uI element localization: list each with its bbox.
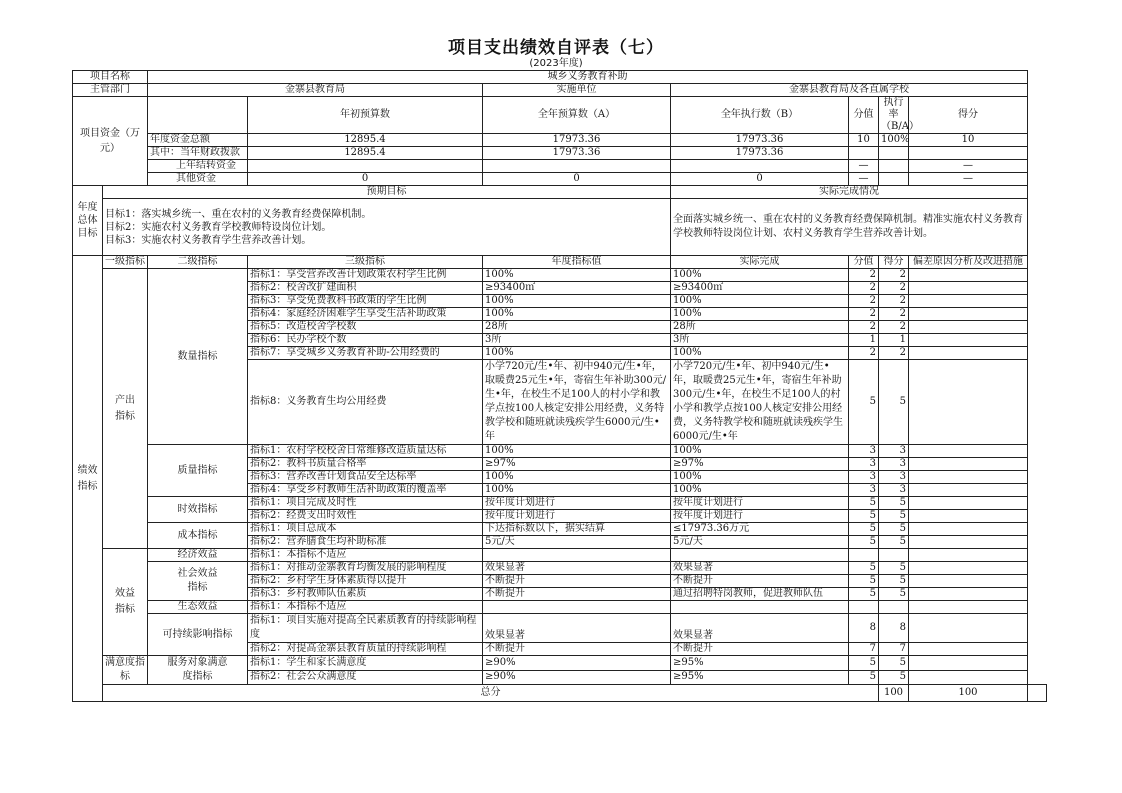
funds-row: [73, 173, 1047, 186]
actual-cell: ≥93400㎡: [671, 282, 849, 295]
actual-cell: ≥95%: [671, 656, 849, 671]
score-cell: 5: [879, 575, 909, 588]
indicator-cell: 指标2：乡村学生身体素质得以提升: [248, 575, 483, 588]
score-cell: 2: [879, 321, 909, 334]
funds-annual: 17973.36: [483, 147, 671, 160]
goals-label: 年度总体目标: [73, 186, 103, 256]
indicator-cell: 指标8：义务教育生均公用经费: [248, 360, 483, 445]
target-cell: ≥90%: [483, 670, 671, 685]
table-row: [73, 614, 1047, 643]
score-value-cell: 2: [849, 321, 879, 334]
indicator-cell: 指标3：乡村教师队伍素质: [248, 588, 483, 601]
target-cell: 效果显著: [483, 562, 671, 575]
funds-annual: 17973.36: [483, 134, 671, 147]
score-value-cell: 3: [849, 484, 879, 497]
table-row: [73, 549, 1047, 562]
indicator-cell: 指标2：教科书质量合格率: [248, 458, 483, 471]
funds-score: [909, 147, 1028, 160]
score-value-cell: 5: [849, 670, 879, 685]
output-label: 产出指标: [103, 269, 148, 549]
funds-score: 10: [909, 134, 1028, 147]
funds-score: —: [909, 173, 1028, 186]
target-cell: 100%: [483, 347, 671, 360]
page-subtitle: (2023年度): [529, 58, 583, 69]
unit-label: 实施单位: [483, 84, 671, 97]
indicator-cell: 指标5：改造校舍学校数: [248, 321, 483, 334]
score-cell: 3: [879, 484, 909, 497]
header-score: 得分: [879, 256, 909, 269]
funds-score: —: [909, 160, 1028, 173]
funds-executed: 17973.36: [671, 147, 849, 160]
score-cell: 5: [879, 656, 909, 671]
header-level1: 一级指标: [103, 256, 148, 269]
header-level3: 三级指标: [248, 256, 483, 269]
target-cell: 3所: [483, 334, 671, 347]
goals-expected-header: 预期目标: [103, 186, 671, 199]
actual-cell: [671, 601, 849, 614]
score-value-cell: 2: [849, 347, 879, 360]
score-value-cell: 5: [849, 510, 879, 523]
funds-header-initial: 年初预算数: [248, 97, 483, 134]
group-sustainable: 可持续影响指标: [148, 614, 248, 656]
goal-item: 目标2：实施农村义务教育学校教师特设岗位计划。: [105, 221, 332, 233]
score-value-cell: 8: [849, 614, 879, 643]
header-target: 年度指标值: [483, 256, 671, 269]
funds-header-score: 得分: [909, 97, 1028, 134]
indicator-cell: 指标1：项目完成及时性: [248, 497, 483, 510]
target-cell: 100%: [483, 295, 671, 308]
goals-content-row: [73, 199, 1047, 256]
group-cost: 成本指标: [148, 523, 248, 549]
score-cell: 2: [879, 308, 909, 321]
target-cell: 100%: [483, 471, 671, 484]
target-cell: 5元/天: [483, 536, 671, 549]
group-quality: 质量指标: [148, 445, 248, 497]
unit-value: 金寨县教育局及各直属学校: [671, 84, 1028, 97]
satisfaction-label: 满意度指标: [103, 656, 148, 685]
score-value-cell: 3: [849, 445, 879, 458]
total-row: [73, 685, 1047, 702]
score-value-cell: 2: [849, 269, 879, 282]
target-cell: [483, 360, 671, 445]
benefit-label: 效益指标: [103, 549, 148, 656]
target-cell: 100%: [483, 484, 671, 497]
actual-cell: [671, 360, 849, 445]
indicator-cell: 指标2：校舍改扩建面积: [248, 282, 483, 295]
group-ecological: 生态效益: [148, 601, 248, 614]
target-cell: [483, 601, 671, 614]
performance-label: 绩效指标: [73, 256, 103, 702]
actual-cell: ≥97%: [671, 458, 849, 471]
funds-executed: [671, 160, 849, 173]
actual-cell: 3所: [671, 334, 849, 347]
goals-header-row: [73, 186, 1047, 199]
score-cell: 2: [879, 269, 909, 282]
score-cell: 5: [879, 562, 909, 575]
indicator-cell: 指标2：营养膳食生均补助标准: [248, 536, 483, 549]
project-name-value: 城乡义务教育补助: [148, 71, 1028, 84]
indicator-cell: 指标1：项目总成本: [248, 523, 483, 536]
project-name-row: [73, 71, 1047, 84]
score-cell: 8: [879, 614, 909, 643]
score-cell: 2: [879, 347, 909, 360]
target-cell: ≥90%: [483, 656, 671, 671]
funds-rate: 100%: [879, 134, 909, 147]
funds-header-score-value: 分值: [849, 97, 879, 134]
score-value-cell: 2: [849, 308, 879, 321]
score-cell: 2: [879, 282, 909, 295]
score-cell: 3: [879, 458, 909, 471]
score-value-cell: [849, 601, 879, 614]
page-title: 项目支出绩效自评表（七）: [448, 38, 664, 58]
funds-rate: [879, 173, 909, 186]
target-cell: 不断提升: [483, 588, 671, 601]
actual-cell: 100%: [671, 308, 849, 321]
actual-cell: 按年度计划进行: [671, 510, 849, 523]
score-cell: 1: [879, 334, 909, 347]
indicator-text: 指标1：项目实施对提高全民素质教育的持续影响程度: [250, 615, 477, 640]
actual-cell: 100%: [671, 269, 849, 282]
target-cell: 不断提升: [483, 643, 671, 656]
performance-header-row: [73, 256, 1047, 269]
target-cell: 效果显著: [483, 614, 671, 643]
header-actual: 实际完成: [671, 256, 849, 269]
table-row: [73, 269, 1047, 282]
total-value: 100: [879, 685, 909, 702]
score-cell: 7: [879, 643, 909, 656]
header-deviation: 偏差原因分析及改进措施: [909, 256, 1028, 269]
actual-cell: ≥95%: [671, 670, 849, 685]
target-cell: 按年度计划进行: [483, 510, 671, 523]
table-row: [73, 523, 1047, 536]
evaluation-table: [72, 70, 1047, 702]
group-service: 服务对象满意度指标: [148, 656, 248, 685]
indicator-cell: 指标1：本指标不适应: [248, 601, 483, 614]
actual-cell: 100%: [671, 445, 849, 458]
table-row: [73, 562, 1047, 575]
target-cell: 100%: [483, 445, 671, 458]
dept-value: 金寨县教育局: [148, 84, 483, 97]
funds-row: [73, 134, 1047, 147]
actual-cell: 28所: [671, 321, 849, 334]
actual-cell: 效果显著: [671, 614, 849, 643]
funds-row: [73, 160, 1047, 173]
funds-header-row: [73, 97, 1047, 134]
goals-actual-header: 实际完成情况: [671, 186, 1028, 199]
indicator-cell: [248, 614, 483, 643]
funds-rate: [879, 147, 909, 160]
indicator-cell: 指标2：社会公众满意度: [248, 670, 483, 685]
score-value-cell: 5: [849, 575, 879, 588]
score-value-cell: 2: [849, 295, 879, 308]
funds-row-label: 其他资金: [148, 173, 248, 186]
funds-initial: [248, 160, 483, 173]
score-value-cell: 5: [849, 536, 879, 549]
funds-score-value: 10: [849, 134, 879, 147]
funds-annual: 0: [483, 173, 671, 186]
funds-annual: [483, 160, 671, 173]
score-cell: 5: [879, 360, 909, 445]
score-value-cell: 5: [849, 523, 879, 536]
table-row: [73, 445, 1047, 458]
funds-rate: [879, 160, 909, 173]
actual-cell: 5元/天: [671, 536, 849, 549]
score-cell: 3: [879, 471, 909, 484]
score-value-cell: 5: [849, 497, 879, 510]
actual-cell: 100%: [671, 347, 849, 360]
funds-row: [73, 147, 1047, 160]
indicator-cell: 指标3：营养改善计划食品安全达标率: [248, 471, 483, 484]
score-cell: 5: [879, 497, 909, 510]
target-cell: 不断提升: [483, 575, 671, 588]
target-cell: 100%: [483, 308, 671, 321]
funds-header-rate: 执行率（B/A）: [879, 97, 909, 134]
score-value-cell: 5: [849, 588, 879, 601]
actual-cell: 100%: [671, 295, 849, 308]
actual-cell: 100%: [671, 484, 849, 497]
score-cell: 5: [879, 536, 909, 549]
funds-initial: 12895.4: [248, 147, 483, 160]
score-cell: 3: [879, 445, 909, 458]
indicator-cell: 指标3：享受免费教科书政策的学生比例: [248, 295, 483, 308]
score-cell: 5: [879, 588, 909, 601]
target-text: 小学720元/生•年、初中940元/生•年，取暖费25元生•年，寄宿生年补助300元/生•年，在校生不足100人的村小学和教学点按100人核定安排公用经费，义务特教学校和随班就读残疾学生6000元/生•年: [485, 361, 667, 442]
header-score-value: 分值: [849, 256, 879, 269]
score-value-cell: 5: [849, 656, 879, 671]
indicator-cell: 指标7：享受城乡义务教育补助-公用经费的: [248, 347, 483, 360]
indicator-cell: 指标1：享受营养改善计划政策农村学生比例: [248, 269, 483, 282]
actual-cell: ≤17973.36万元: [671, 523, 849, 536]
score-value-cell: 1: [849, 334, 879, 347]
target-cell: 100%: [483, 269, 671, 282]
funds-row-label: 上年结转资金: [148, 160, 248, 173]
actual-text: 小学720元/生•年、初中940元/生•年，取暖费25元生•年，寄宿生年补助300元/生•年，在校生不足100人的村小学和教学点按100人核定安排公用经费，义务特教学校和随班就读残疾学生6000元/生•年: [673, 361, 843, 442]
indicator-cell: 指标2：经费支出时效性: [248, 510, 483, 523]
funds-score-value: —: [849, 160, 879, 173]
score-cell: [879, 601, 909, 614]
target-cell: 按年度计划进行: [483, 497, 671, 510]
actual-cell: 不断提升: [671, 643, 849, 656]
actual-cell: 效果显著: [671, 562, 849, 575]
indicator-cell: 指标1：农村学校校舍日常维修改造质量达标: [248, 445, 483, 458]
group-timeliness: 时效指标: [148, 497, 248, 523]
group-social: 社会效益指标: [148, 562, 248, 601]
funds-initial: 12895.4: [248, 134, 483, 147]
score-cell: 5: [879, 523, 909, 536]
indicator-cell: 指标6：民办学校个数: [248, 334, 483, 347]
total-label: 总分: [103, 685, 879, 702]
actual-cell: 通过招聘特岗教师，促进教师队伍: [671, 588, 849, 601]
table-row: [73, 656, 1047, 671]
indicator-cell: 指标4：家庭经济困难学生享受生活补助政策: [248, 308, 483, 321]
actual-cell: [671, 549, 849, 562]
funds-row-label: 年度资金总额: [148, 134, 248, 147]
score-value-cell: 3: [849, 471, 879, 484]
indicator-cell: 指标2：对提高金寨县教育质量的持续影响程: [248, 643, 483, 656]
project-name-label: 项目名称: [73, 71, 148, 84]
funds-label: 项目资金（万元）: [73, 97, 148, 186]
indicator-cell: 指标1：学生和家长满意度: [248, 656, 483, 671]
score-value-cell: 3: [849, 458, 879, 471]
actual-cell: 按年度计划进行: [671, 497, 849, 510]
indicator-cell: 指标1：对推动金寨教育均衡发展的影响程度: [248, 562, 483, 575]
goals-actual: 全面落实城乡统一、重在农村的义务教育经费保障机制。精准实施农村义务教育学校教师特设岗位计划、农村义务教育学生营养改善计划。: [671, 199, 1028, 256]
funds-score-value: —: [849, 173, 879, 186]
score-value-cell: 5: [849, 360, 879, 445]
total-score: 100: [909, 685, 1028, 702]
score-cell: 2: [879, 295, 909, 308]
group-quantity: 数量指标: [148, 269, 248, 445]
funds-row-label: 其中：当年财政拨款: [148, 147, 248, 160]
dept-row: [73, 84, 1047, 97]
table-row: [73, 497, 1047, 510]
score-cell: 5: [879, 510, 909, 523]
target-cell: 28所: [483, 321, 671, 334]
target-cell: ≥93400㎡: [483, 282, 671, 295]
funds-initial: 0: [248, 173, 483, 186]
dept-label: 主管部门: [73, 84, 148, 97]
target-cell: 下达指标数以下，据实结算: [483, 523, 671, 536]
target-cell: [483, 549, 671, 562]
indicator-cell: 指标1：本指标不适应: [248, 549, 483, 562]
goal-item: 目标3：实施农村义务教育学生营养改善计划。: [105, 234, 312, 246]
score-value-cell: [849, 549, 879, 562]
table-row: [73, 601, 1047, 614]
funds-header-annual: 全年预算数（A）: [483, 97, 671, 134]
header-level2: 二级指标: [148, 256, 248, 269]
score-value-cell: 7: [849, 643, 879, 656]
goals-expected: [103, 199, 671, 256]
funds-executed: 0: [671, 173, 849, 186]
score-cell: [879, 549, 909, 562]
funds-score-value: [849, 147, 879, 160]
actual-cell: 不断提升: [671, 575, 849, 588]
actual-cell: 100%: [671, 471, 849, 484]
goal-item: 目标1：落实城乡统一、重在农村的义务教育经费保障机制。: [105, 208, 372, 220]
target-cell: ≥97%: [483, 458, 671, 471]
score-value-cell: 2: [849, 282, 879, 295]
funds-executed: 17973.36: [671, 134, 849, 147]
group-economic: 经济效益: [148, 549, 248, 562]
funds-header-executed: 全年执行数（B）: [671, 97, 849, 134]
indicator-cell: 指标4：享受乡村教师生活补助政策的覆盖率: [248, 484, 483, 497]
score-value-cell: 5: [849, 562, 879, 575]
score-cell: 5: [879, 670, 909, 685]
